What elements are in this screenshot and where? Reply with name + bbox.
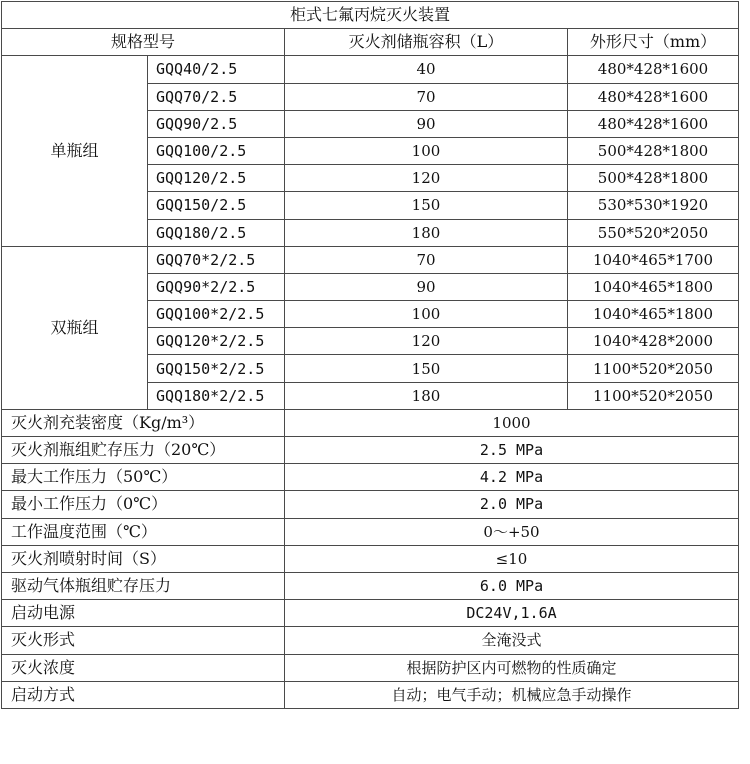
param-value: 2.5 MPa (285, 437, 739, 464)
dimensions-cell: 1100*520*2050 (568, 382, 739, 409)
dimensions-cell: 480*428*1600 (568, 110, 739, 137)
model-cell: GQQ70/2.5 (148, 83, 285, 110)
table-row (2, 56, 739, 83)
group-label-single: 单瓶组 (2, 56, 148, 246)
capacity-cell: 90 (285, 110, 568, 137)
group-label-double: 双瓶组 (2, 246, 148, 409)
dimensions-cell: 1040*465*1800 (568, 301, 739, 328)
model-cell: GQQ100*2/2.5 (148, 301, 285, 328)
param-value: DC24V,1.6A (285, 600, 739, 627)
param-value: ≤10 (285, 545, 739, 572)
param-row (2, 409, 739, 436)
param-label: 灭火浓度 (2, 654, 285, 681)
param-label: 灭火剂瓶组贮存压力（20℃） (2, 437, 285, 464)
dimensions-cell: 1100*520*2050 (568, 355, 739, 382)
header-model: 规格型号 (2, 29, 285, 56)
param-row (2, 437, 739, 464)
param-label: 驱动气体瓶组贮存压力 (2, 572, 285, 599)
param-row (2, 627, 739, 654)
param-row (2, 491, 739, 518)
model-cell: GQQ90/2.5 (148, 110, 285, 137)
param-value: 0～+50 (285, 518, 739, 545)
capacity-cell: 70 (285, 83, 568, 110)
table-title: 柜式七氟丙烷灭火装置 (2, 2, 739, 29)
dimensions-cell: 1040*465*1800 (568, 273, 739, 300)
param-label: 启动电源 (2, 600, 285, 627)
capacity-cell: 180 (285, 382, 568, 409)
capacity-cell: 70 (285, 246, 568, 273)
param-row (2, 654, 739, 681)
model-cell: GQQ70*2/2.5 (148, 246, 285, 273)
header-dimensions: 外形尺寸（mm） (568, 29, 739, 56)
param-row (2, 518, 739, 545)
param-value: 自动；电气手动；机械应急手动操作 (285, 681, 739, 708)
param-label: 灭火剂充装密度（Kg/m³） (2, 409, 285, 436)
param-value: 2.0 MPa (285, 491, 739, 518)
model-cell: GQQ120*2/2.5 (148, 328, 285, 355)
param-label: 启动方式 (2, 681, 285, 708)
model-cell: GQQ150*2/2.5 (148, 355, 285, 382)
param-row (2, 600, 739, 627)
param-row (2, 464, 739, 491)
dimensions-cell: 1040*428*2000 (568, 328, 739, 355)
capacity-cell: 120 (285, 165, 568, 192)
capacity-cell: 180 (285, 219, 568, 246)
model-cell: GQQ100/2.5 (148, 137, 285, 164)
model-cell: GQQ180*2/2.5 (148, 382, 285, 409)
capacity-cell: 120 (285, 328, 568, 355)
param-label: 最大工作压力（50℃） (2, 464, 285, 491)
header-row (2, 29, 739, 56)
dimensions-cell: 500*428*1800 (568, 165, 739, 192)
param-label: 灭火形式 (2, 627, 285, 654)
capacity-cell: 100 (285, 137, 568, 164)
capacity-cell: 100 (285, 301, 568, 328)
table-row (2, 246, 739, 273)
capacity-cell: 150 (285, 192, 568, 219)
model-cell: GQQ120/2.5 (148, 165, 285, 192)
header-capacity: 灭火剂储瓶容积（L） (285, 29, 568, 56)
dimensions-cell: 480*428*1600 (568, 83, 739, 110)
param-value: 根据防护区内可燃物的性质确定 (285, 654, 739, 681)
param-row (2, 681, 739, 708)
param-value: 1000 (285, 409, 739, 436)
spec-table (1, 1, 739, 709)
param-value: 6.0 MPa (285, 572, 739, 599)
param-label: 工作温度范围（℃） (2, 518, 285, 545)
param-label: 灭火剂喷射时间（S） (2, 545, 285, 572)
dimensions-cell: 1040*465*1700 (568, 246, 739, 273)
model-cell: GQQ90*2/2.5 (148, 273, 285, 300)
param-row (2, 572, 739, 599)
model-cell: GQQ40/2.5 (148, 56, 285, 83)
model-cell: GQQ150/2.5 (148, 192, 285, 219)
dimensions-cell: 530*530*1920 (568, 192, 739, 219)
param-label: 最小工作压力（0℃） (2, 491, 285, 518)
title-row (2, 2, 739, 29)
capacity-cell: 150 (285, 355, 568, 382)
dimensions-cell: 480*428*1600 (568, 56, 739, 83)
param-row (2, 545, 739, 572)
capacity-cell: 90 (285, 273, 568, 300)
param-value: 4.2 MPa (285, 464, 739, 491)
dimensions-cell: 500*428*1800 (568, 137, 739, 164)
dimensions-cell: 550*520*2050 (568, 219, 739, 246)
model-cell: GQQ180/2.5 (148, 219, 285, 246)
capacity-cell: 40 (285, 56, 568, 83)
param-value: 全淹没式 (285, 627, 739, 654)
